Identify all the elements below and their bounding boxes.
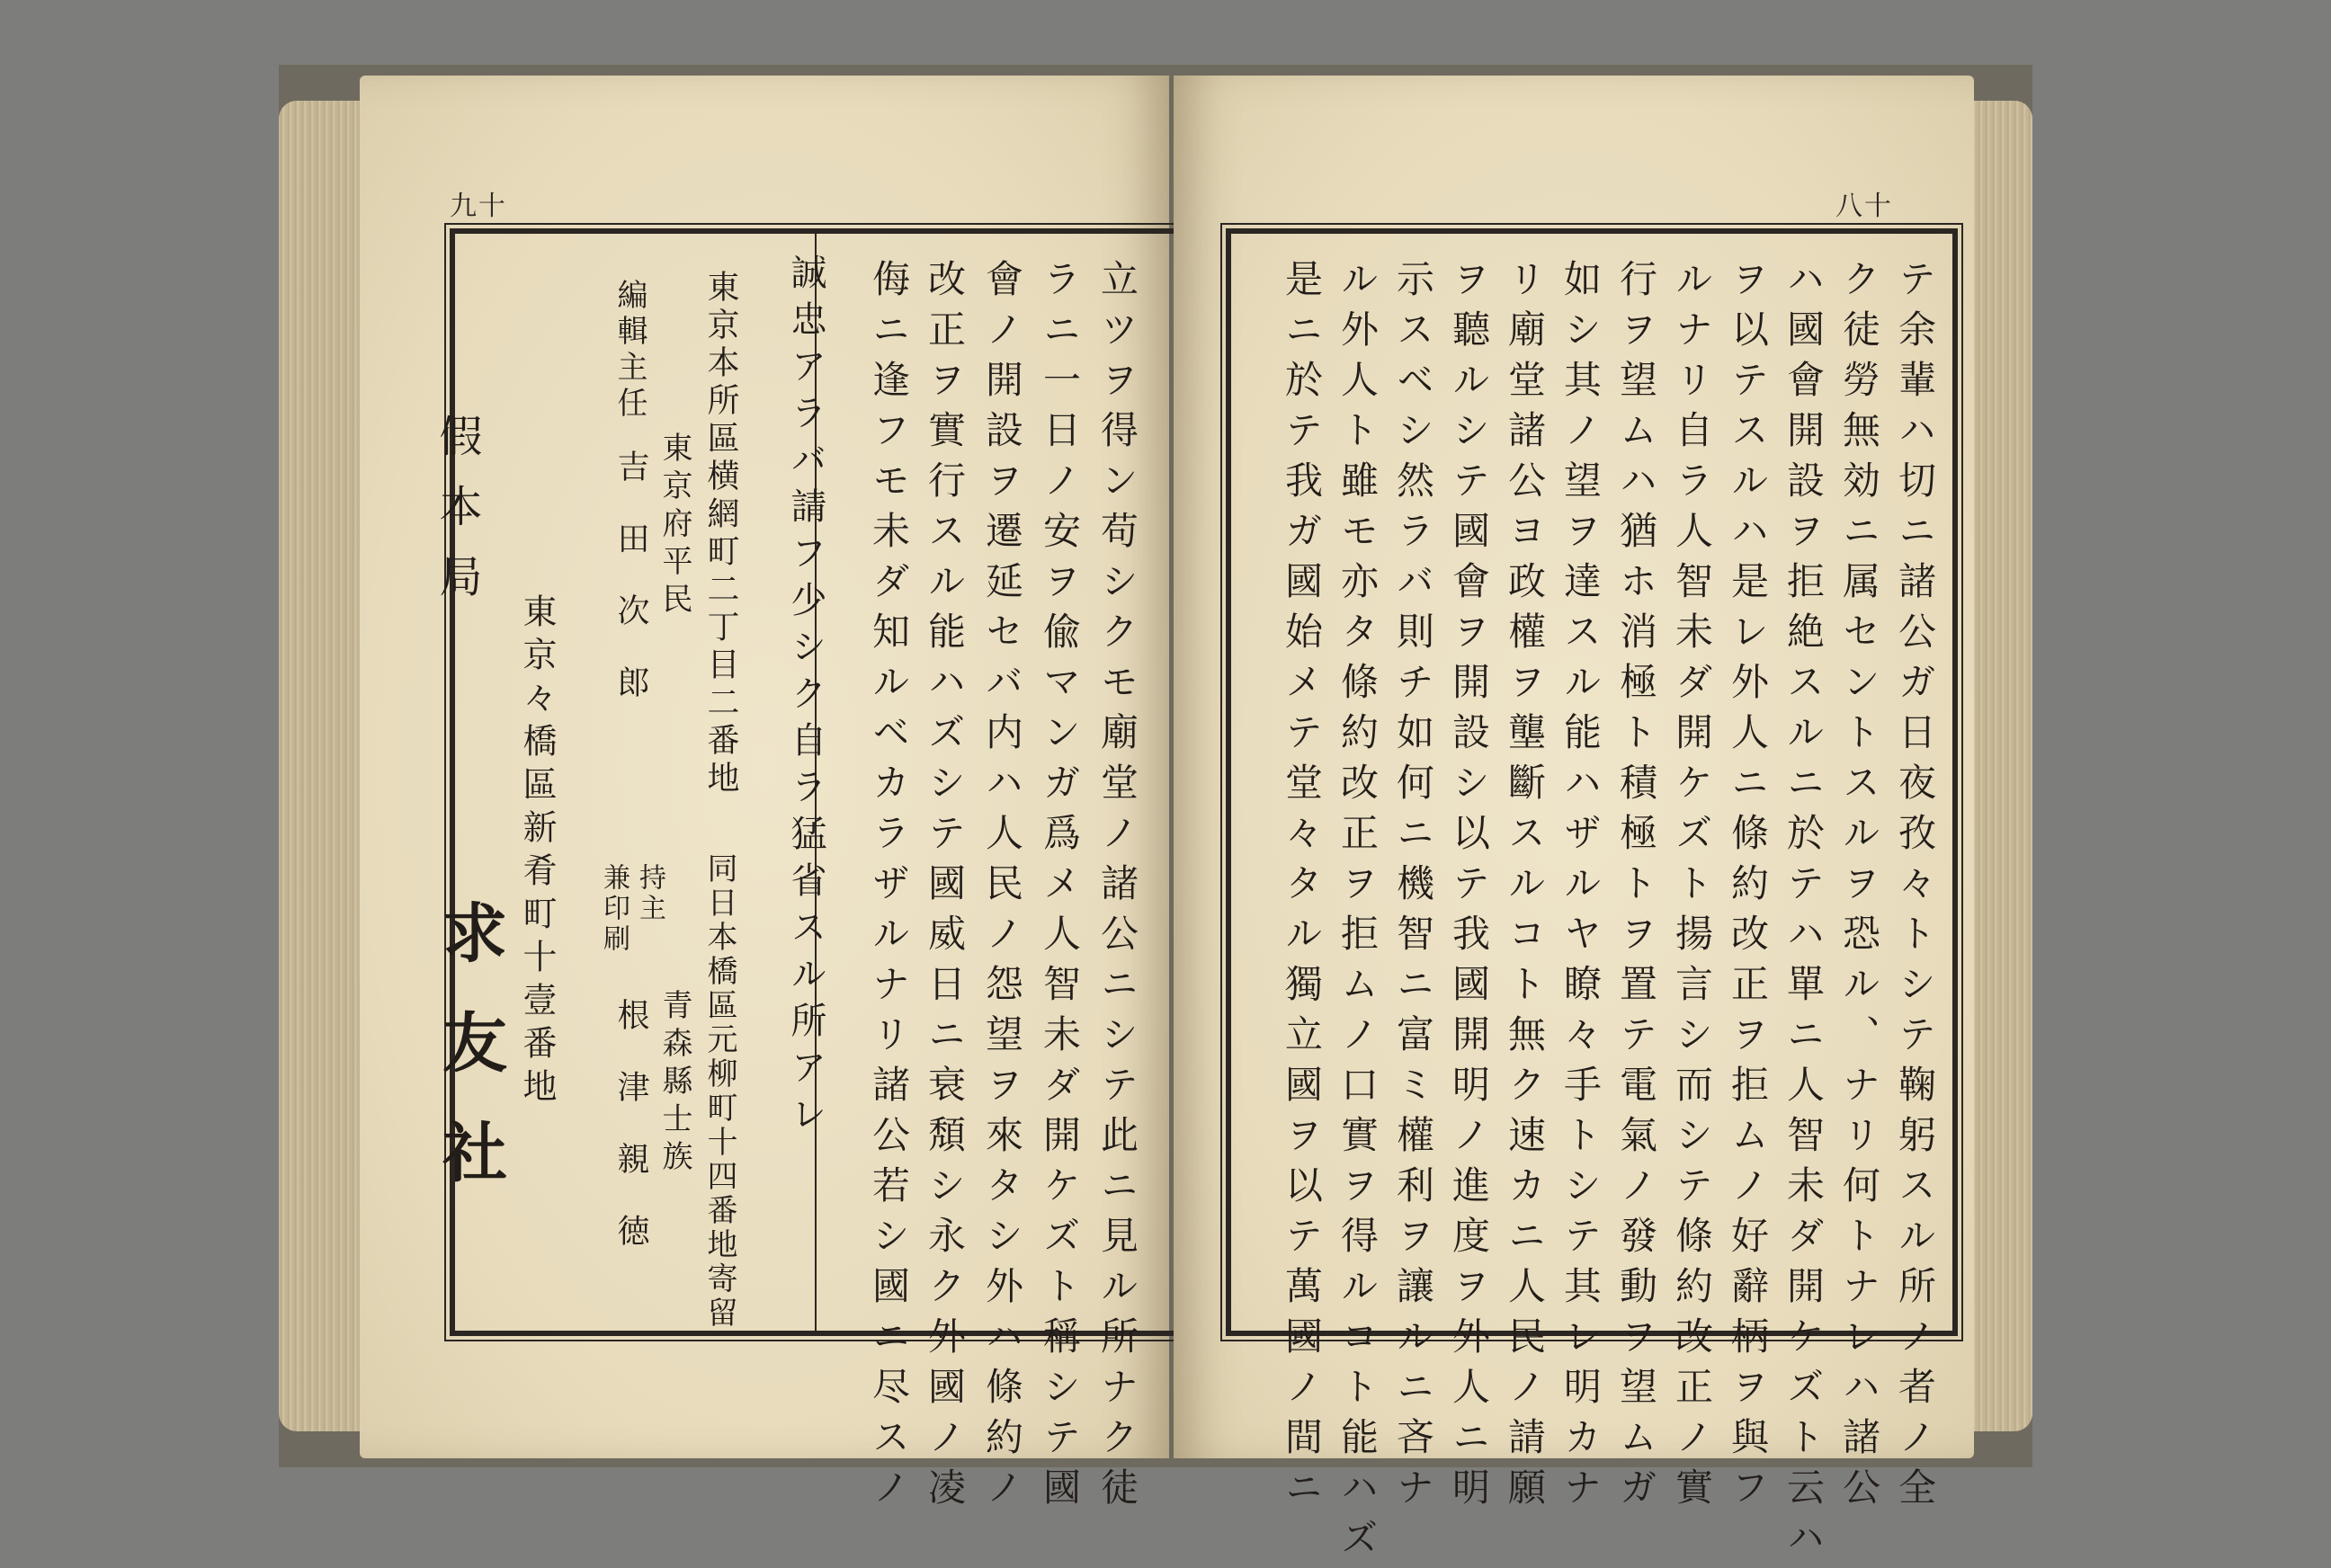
body-line: リ廟堂諸公ヨ政權ヲ壟斷スルコト無ク速カニ人民ノ請願 <box>1503 259 1547 1518</box>
body-line: ハ國會開設ヲ拒絶スルニ於テハ單ニ人智未ダ開ケズト云ハ <box>1782 259 1826 1568</box>
page-number-left: 九十 <box>450 191 507 222</box>
body-line: ク徒勞無効ニ属セントスルヲ恐ル、ナリ何トナレハ諸公 <box>1837 259 1881 1518</box>
body-line: ヲ聽ルシテ國會ヲ開設シ以テ我國開明ノ進度ヲ外人ニ明 <box>1447 259 1491 1518</box>
page-edges-left <box>279 101 360 1431</box>
publisher-name: 根 津 親 徳 <box>612 998 649 1250</box>
body-line: 侮ニ逢フモ未ダ知ルベカラザルナリ諸公若シ國ニ尽スノ <box>867 259 911 1518</box>
body-line: ルナリ自ラ人智未ダ開ケズト揚言シ而シテ條約改正ノ實 <box>1670 259 1714 1518</box>
publisher-origin: 青森縣士族 <box>656 989 692 1178</box>
company-name: 求友社 <box>432 899 508 1228</box>
body-line: 立ツヲ得ン苟シクモ廟堂ノ諸公ニシテ此ニ見ル所ナク徒 <box>1095 259 1139 1518</box>
body-line-final: 誠忠アラバ請フ少シク自ラ猛省スル所アレ <box>785 254 826 1142</box>
body-line: ル外人ト雖モ亦タ條約改正ヲ拒ムノ口實ヲ得ルコト能ハズ <box>1335 259 1380 1568</box>
body-line: 會ノ開設ヲ遷延セバ内ハ人民ノ怨望ヲ來タシ外ハ條約ノ <box>980 259 1024 1518</box>
editor-name: 吉 田 次 郎 <box>612 450 649 701</box>
body-line: テ余輩ハ切ニ諸公ガ日夜孜々トシテ鞠躬スル所ノ者ノ全 <box>1893 259 1937 1518</box>
page-number-right: 八十 <box>1835 191 1893 222</box>
office-address: 東京々橋區新肴町十壹番地 <box>517 593 557 1111</box>
body-line: ラニ一日ノ安ヲ偸マンガ爲メ人智未ダ開ケズト稱シテ國 <box>1038 259 1082 1518</box>
body-line: 改正ヲ實行スル能ハズシテ國威日ニ衰頽シ永ク外國ノ凌 <box>923 259 967 1518</box>
editor-role: 編輯主任 <box>612 279 648 423</box>
body-line: ヲ以テスルハ是レ外人ニ條約改正ヲ拒ムノ好辭柄ヲ與フ <box>1726 259 1770 1518</box>
page-edges-right <box>1969 101 2032 1431</box>
body-line: 如シ其ノ望ヲ達スル能ハザルヤ瞭々手トシテ其レ明カナ <box>1558 259 1603 1518</box>
publisher-address: 同日本橋區元柳町十四番地寄留 <box>701 852 737 1331</box>
publisher-role-1: 持主 <box>634 863 665 924</box>
right-page <box>1174 76 1974 1568</box>
right-page-frame <box>1226 228 1958 1568</box>
body-line: 示スベシ然ラバ則チ如何ニ機智ニ富ミ權利ヲ讓ルニ吝ナ <box>1391 259 1435 1518</box>
office-label: 假本局 <box>432 414 482 624</box>
publisher-role-2: 兼印刷 <box>598 863 630 955</box>
body-line: 行ヲ望ムハ猶ホ消極ト積極トヲ置テ電氣ノ發動ヲ望ムガ <box>1614 259 1658 1518</box>
body-line: 是ニ於テ我ガ國始メテ堂々タル獨立國ヲ以テ萬國ノ間ニ <box>1280 259 1324 1518</box>
left-page <box>360 76 1169 1518</box>
editor-address: 東京本所區横網町二丁目二番地 <box>702 270 739 798</box>
editor-origin: 東京府平民 <box>656 432 692 620</box>
